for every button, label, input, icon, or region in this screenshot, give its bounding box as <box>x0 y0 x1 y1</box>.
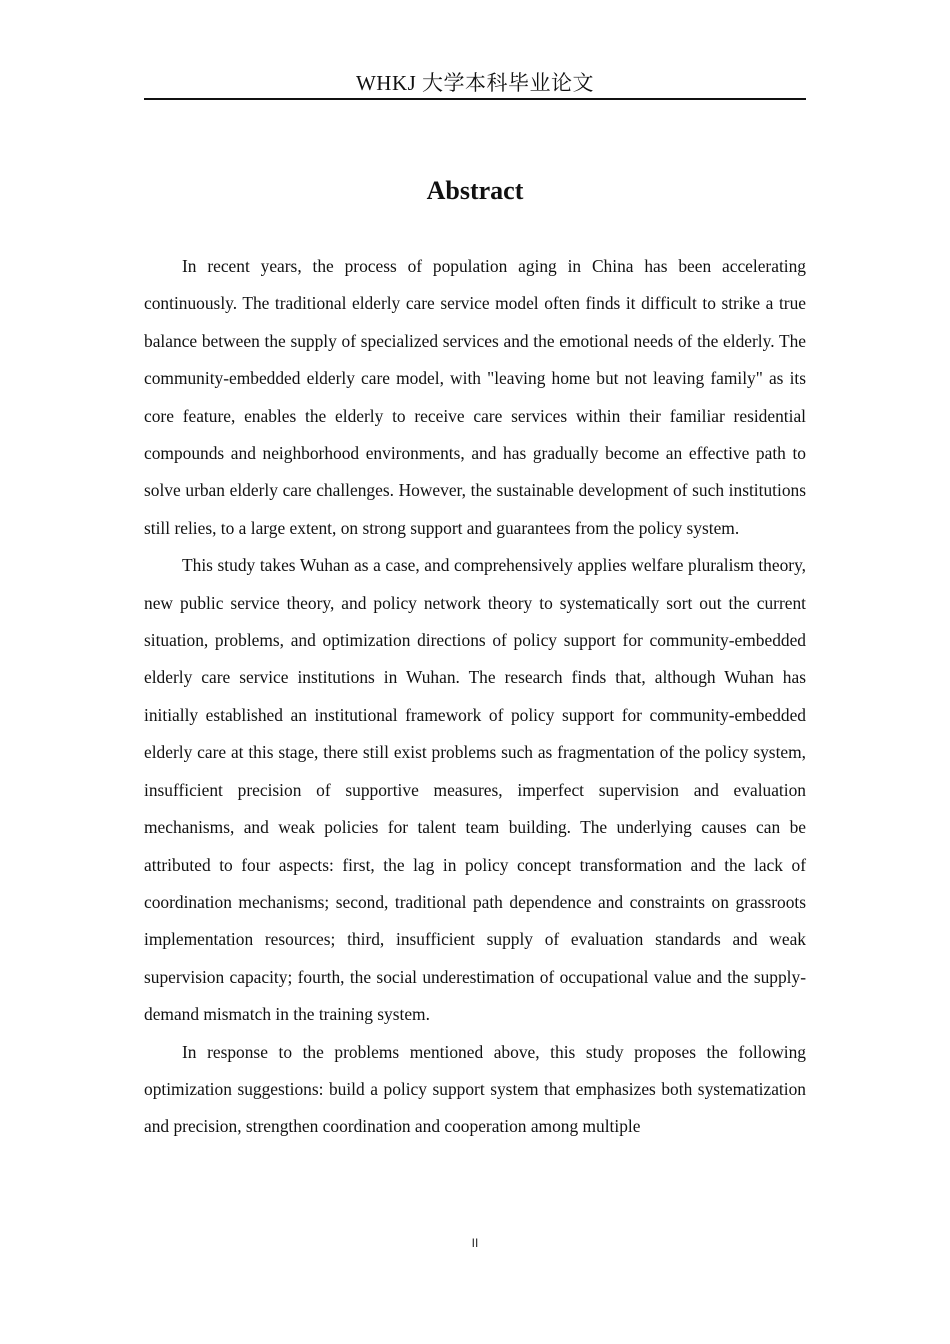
header-rule <box>144 98 806 100</box>
page-title: Abstract <box>426 176 524 205</box>
paragraph-2: This study takes Wuhan as a case, and comprehensively applies welfare pluralism theory, new public service theory, and policy network theory to systematically sort out the current situation, problems, and optimization directions of policy support for community-embedded elderly care service institutions in Wuhan. The research finds that, although Wuhan has initially established an institutional framework of policy support for community-embedded elderly care at this stage, there still exist problems such as fragmentation of the policy system, insufficient precision of supportive measures, imperfect supervision and evaluation mechanisms, and weak policies for talent team building. The underlying causes can be attributed to four aspects: first, the lag in policy concept transformation and the lack of coordination mechanisms; second, traditional path dependence and constraints on grassroots implementation resources; third, insufficient supply of evaluation standards and weak supervision capacity; fourth, the social underestimation of occupational value and the supply-demand mismatch in the training system. <box>144 555 806 1025</box>
paragraph-3: In response to the problems mentioned above, this study proposes the following optimization suggestions: build a policy support system that emphasizes both systematization and precision, strengthen coordination and cooperation among multiple <box>144 1041 806 1137</box>
page-number: II <box>471 1236 479 1250</box>
running-header: WHKJ 大学本科毕业论文 <box>355 71 595 95</box>
paragraph-1: In recent years, the process of population aging in China has been accelerating continuously. The traditional elderly care service model often finds it difficult to strike a true balance between the supply of specialized services and the emotional needs of the elderly. The community-embedded elderly care model, with "leaving home but not leaving family" as its core feature, enables the elderly to receive care services within their familiar residential compounds and neighborhood environments, and has gradually become an effective path to solve urban elderly care challenges. However, the sustainable development of such institutions still relies, to a large extent, on strong support and guarantees from the policy system. <box>144 256 806 538</box>
abstract-body <box>144 248 806 1146</box>
